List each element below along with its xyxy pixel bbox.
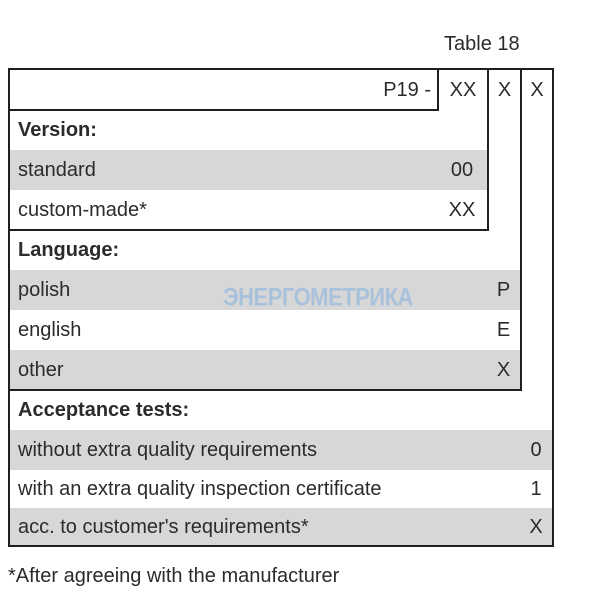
row-label-other: other xyxy=(18,359,64,381)
row-code-extra-quality-certificate: 1 xyxy=(530,478,542,500)
section-title-language: Language: xyxy=(18,239,120,261)
row-label-extra-quality-certificate: with an extra quality inspection certificate xyxy=(18,478,382,500)
row-label-customers-requirements: acc. to customer's requirements* xyxy=(18,515,309,538)
row-label-standard: standard xyxy=(18,159,96,181)
table-divider-language-right xyxy=(520,70,522,391)
watermark: ЭНЕРГОМЕТРИКА xyxy=(223,283,413,311)
code-prefix: P19 - xyxy=(383,79,431,101)
code-segment-acceptance: X xyxy=(530,79,544,101)
code-segment-language: X xyxy=(497,79,512,101)
footnote: *After agreeing with the manufacturer xyxy=(8,565,340,587)
table-caption: Table 18 xyxy=(444,33,520,55)
code-segment-version: XX xyxy=(449,79,477,101)
row-label-custom-made: custom-made* xyxy=(18,199,147,221)
row-code-without-extra-quality: 0 xyxy=(530,439,542,461)
ordering-code-table xyxy=(8,68,554,547)
section-title-version: Version: xyxy=(18,119,97,141)
row-label-without-extra-quality: without extra quality requirements xyxy=(18,439,318,461)
row-code-english: E xyxy=(496,319,511,341)
row-label-polish: polish xyxy=(18,279,71,301)
row-label-english: english xyxy=(18,319,82,341)
row-code-custom-made: XX xyxy=(448,199,476,221)
row-code-other: X xyxy=(496,359,511,381)
row-code-polish: P xyxy=(496,279,511,301)
row-code-customers-requirements: X xyxy=(529,515,543,538)
section-title-acceptance-tests: Acceptance tests: xyxy=(18,399,190,421)
row-code-standard: 00 xyxy=(450,159,474,181)
